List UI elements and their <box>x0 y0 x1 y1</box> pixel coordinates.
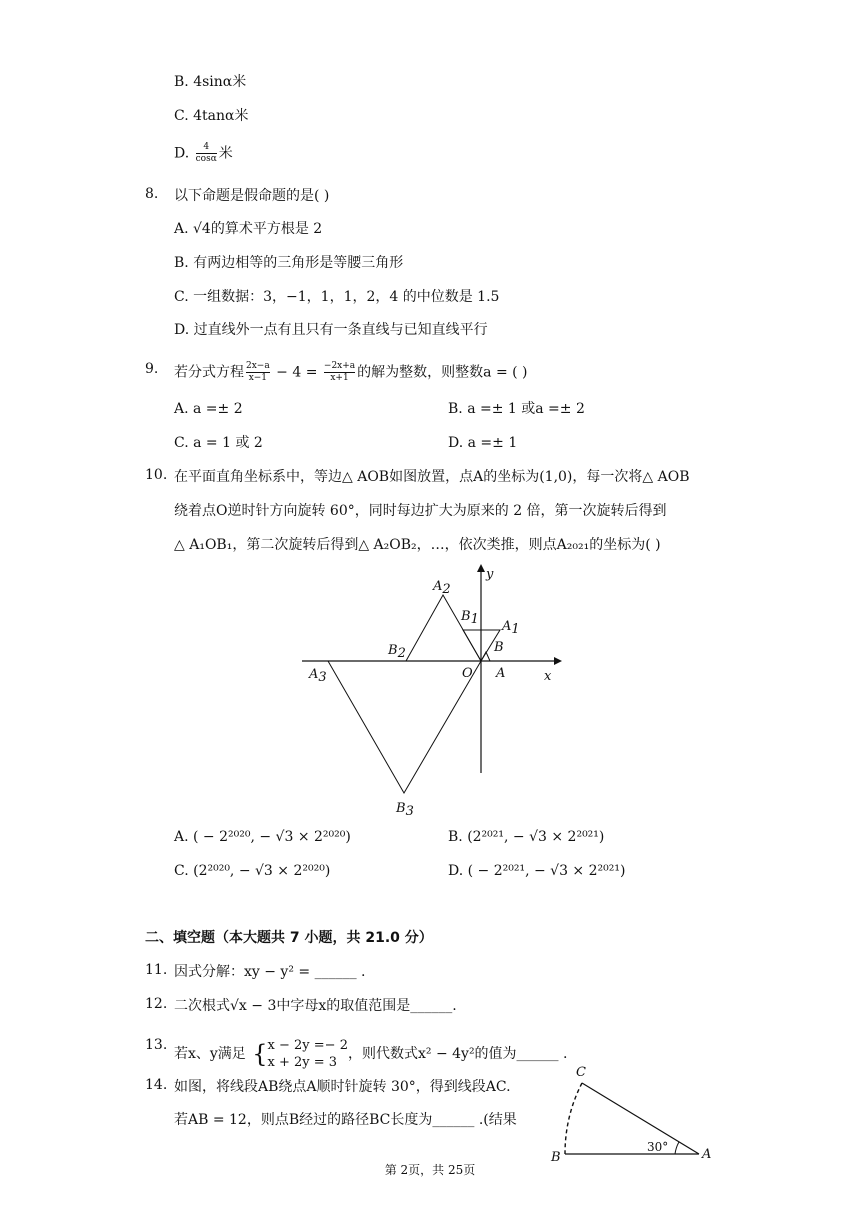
stem-text: 的解为整数，则整数a = ( ) <box>357 364 528 381</box>
q7-option-c: C. 4tanα米 <box>174 108 249 124</box>
section-title: 二、填空题（本大题共 7 小题，共 21.0 分） <box>145 930 433 946</box>
question-number: 14. <box>145 1077 168 1093</box>
label-x: x <box>544 669 552 684</box>
question-number: 9. <box>145 361 159 377</box>
question-stem-line: 若AB = 12，则点B经过的路径BC长度为______ .(结果 <box>174 1112 517 1128</box>
q7-option-d <box>174 142 233 165</box>
label-y: y <box>486 567 494 582</box>
triangle-a2ob2 <box>406 595 481 661</box>
option-c: C. (2²⁰²⁰, − √3 × 2²⁰²⁰) <box>174 863 331 879</box>
fraction <box>246 361 270 384</box>
question-stem-line: △ A₁OB₁，第二次旋转后得到△ A₂OB₂，…，依次类推，则点A₂₀₂₁的坐标为( ) <box>174 537 661 553</box>
stem-text: − 4 = <box>276 364 318 381</box>
fraction <box>324 361 355 384</box>
option-b: B. a =± 1 或a =± 2 <box>448 401 585 417</box>
label-b: B <box>494 640 504 655</box>
fraction-denominator: x−1 <box>248 373 268 383</box>
label-o: O <box>462 666 473 681</box>
fraction-numerator: 2x−a <box>246 361 270 371</box>
option-label: D. <box>174 145 190 162</box>
option-d: D. ( − 2²⁰²¹, − √3 × 2²⁰²¹) <box>448 863 626 879</box>
question-stem: 因式分解：xy − y² = ______ . <box>174 964 366 980</box>
label-a1: A1 <box>502 619 520 637</box>
label-b3: B3 <box>396 801 414 819</box>
brace-icon: { <box>252 1040 268 1068</box>
question-stem-line: 如图，将线段AB绕点A顺时针旋转 30°，得到线段AC. <box>174 1079 511 1095</box>
question-number: 8. <box>145 186 159 202</box>
question-number: 12. <box>145 996 168 1012</box>
equation: x + 2y = 3 <box>267 1055 338 1070</box>
option-b: B. (2²⁰²¹, − √3 × 2²⁰²¹) <box>448 829 605 845</box>
y-axis-arrow-icon <box>477 564 485 572</box>
label-b1: B1 <box>461 609 479 627</box>
option-c: C. a = 1 或 2 <box>174 435 263 451</box>
stem-text: 若分式方程 <box>174 364 244 381</box>
label-a2: A2 <box>433 579 451 597</box>
label-b: B <box>551 1150 561 1165</box>
angle-arc <box>675 1142 679 1154</box>
question-number: 11. <box>145 962 168 978</box>
fraction-numerator: 4 <box>196 142 217 154</box>
unit: 米 <box>218 145 233 162</box>
label-c: C <box>576 1065 586 1080</box>
label-a: A <box>496 666 506 681</box>
segment-ac <box>582 1083 699 1154</box>
label-b2: B2 <box>388 643 406 661</box>
fraction-denominator: x+1 <box>330 373 349 383</box>
stem-text: ，则代数式x² − 4y²的值为______ . <box>347 1046 568 1062</box>
stem-text: 若x、y满足 <box>174 1046 246 1062</box>
equation: x − 2y =− 2 <box>267 1038 348 1053</box>
angle-label: 30° <box>647 1140 669 1154</box>
question-stem-line: 在平面直角坐标系中，等边△ AOB如图放置，点A的坐标为(1,0)，每一次将△ AOB <box>174 469 690 485</box>
question-number: 13. <box>145 1037 168 1053</box>
x-axis-arrow-icon <box>554 657 562 665</box>
option-d: D. 过直线外一点有且只有一条直线与已知直线平行 <box>174 322 488 338</box>
arc-bc <box>565 1083 582 1154</box>
question-stem: 以下命题是假命题的是( ) <box>174 188 330 204</box>
option-a: A. a =± 2 <box>174 401 243 417</box>
label-a3: A3 <box>309 667 327 685</box>
q7-option-b: B. 4sinα米 <box>174 74 247 90</box>
equation-system <box>268 1037 348 1071</box>
option-a: A. √4的算术平方根是 2 <box>174 221 323 237</box>
question-stem: 二次根式√x − 3中字母x的取值范围是______. <box>174 998 457 1014</box>
option-a: A. ( − 2²⁰²⁰, − √3 × 2²⁰²⁰) <box>174 829 351 845</box>
option-b: B. 有两边相等的三角形是等腰三角形 <box>174 255 404 271</box>
option-c: C. 一组数据：3，−1，1，1，2，4 的中位数是 1.5 <box>174 289 500 305</box>
fraction-numerator: −2x+a <box>323 361 356 371</box>
question-stem <box>174 1037 567 1071</box>
option-d: D. a =± 1 <box>448 435 518 451</box>
fraction-denominator: cosα <box>195 154 217 164</box>
page-footer: 第 2页，共 25页 <box>384 1163 476 1177</box>
question-number: 10. <box>145 467 168 483</box>
question-stem <box>174 361 528 384</box>
triangle-a3ob3 <box>328 661 481 793</box>
rotation-figure <box>290 560 580 825</box>
fraction <box>196 142 217 165</box>
label-a: A <box>702 1147 712 1162</box>
question-stem-line: 绕着点O逆时针方向旋转 60°，同时每边扩大为原来的 2 倍，第一次旋转后得到 <box>174 503 667 519</box>
rotation-segment-figure <box>545 1058 720 1166</box>
